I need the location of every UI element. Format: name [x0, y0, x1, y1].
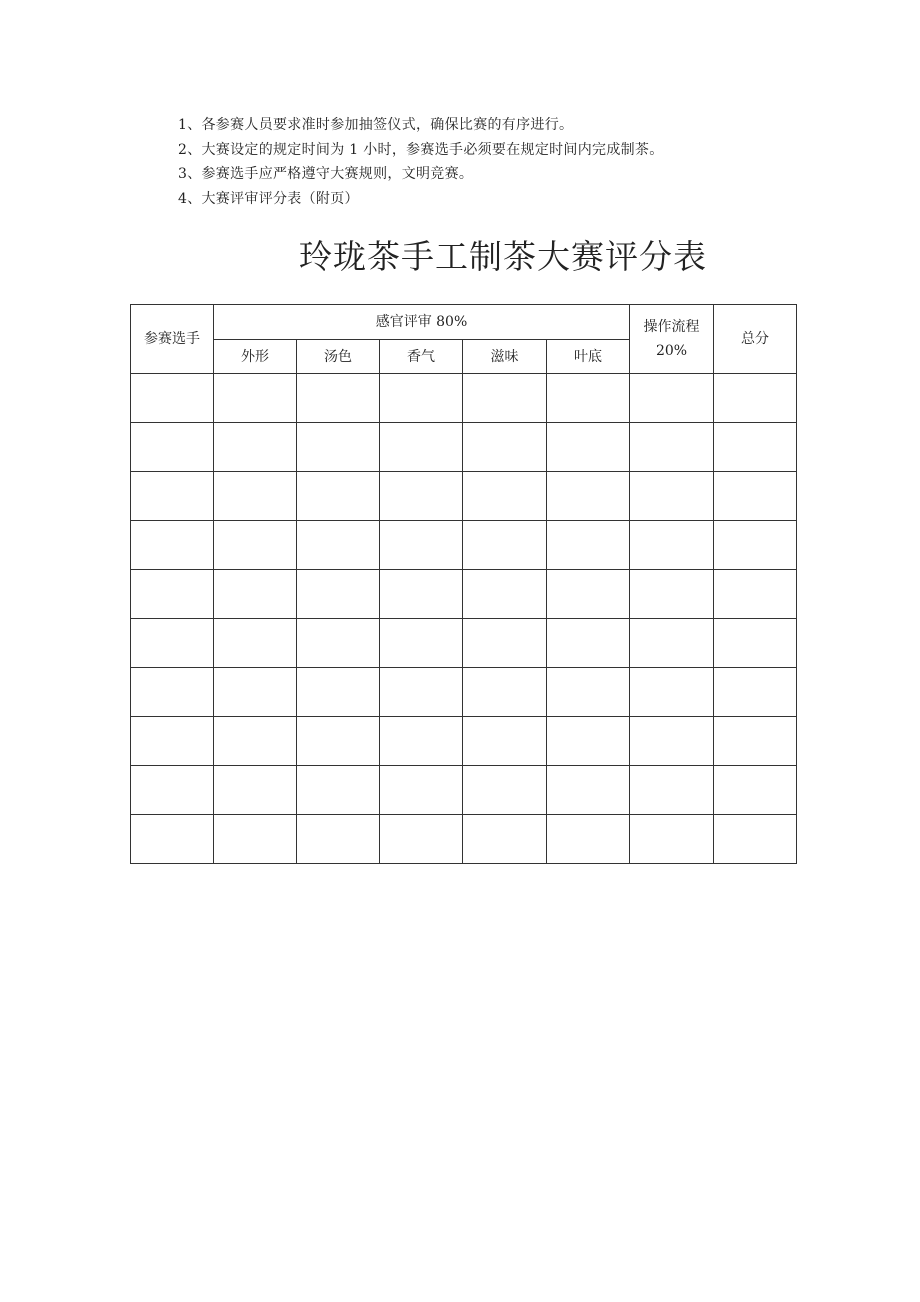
table-cell[interactable] — [214, 717, 297, 766]
table-cell[interactable] — [630, 521, 714, 570]
contestant-header: 参赛选手 — [131, 305, 214, 374]
table-cell[interactable] — [714, 570, 797, 619]
sensory-header: 感官评审 80% — [214, 305, 630, 340]
table-cell[interactable] — [214, 472, 297, 521]
table-cell[interactable] — [630, 619, 714, 668]
table-cell[interactable] — [131, 423, 214, 472]
table-cell[interactable] — [714, 717, 797, 766]
table-row — [131, 815, 797, 864]
table-cell[interactable] — [714, 423, 797, 472]
table-cell[interactable] — [131, 374, 214, 423]
rule-item: 3、参赛选手应严格遵守大赛规则，文明竞赛。 — [178, 166, 474, 182]
table-cell[interactable] — [297, 472, 380, 521]
table-cell[interactable] — [547, 717, 630, 766]
header-row-1 — [131, 305, 797, 340]
table-cell[interactable] — [380, 521, 463, 570]
page-title: 玲珑茶手工制茶大赛评分表 — [299, 237, 707, 276]
table-cell[interactable] — [547, 521, 630, 570]
table-cell[interactable] — [463, 815, 547, 864]
table-cell[interactable] — [380, 815, 463, 864]
table-cell[interactable] — [463, 374, 547, 423]
table-cell[interactable] — [714, 374, 797, 423]
table-cell[interactable] — [214, 815, 297, 864]
table-cell[interactable] — [131, 717, 214, 766]
process-header-percent: 20% — [655, 343, 688, 359]
table-cell[interactable] — [630, 815, 714, 864]
table-cell[interactable] — [463, 472, 547, 521]
table-cell[interactable] — [380, 766, 463, 815]
table-cell[interactable] — [547, 619, 630, 668]
score-table — [130, 304, 797, 864]
table-cell[interactable] — [630, 766, 714, 815]
score-table-body — [131, 374, 797, 864]
table-cell[interactable] — [380, 472, 463, 521]
process-header-label: 操作流程 — [643, 319, 700, 335]
sensory-item-appearance: 外形 — [214, 340, 297, 374]
table-cell[interactable] — [547, 570, 630, 619]
table-cell[interactable] — [131, 668, 214, 717]
table-row — [131, 472, 797, 521]
table-cell[interactable] — [214, 619, 297, 668]
table-row — [131, 570, 797, 619]
table-cell[interactable] — [297, 521, 380, 570]
table-cell[interactable] — [547, 815, 630, 864]
table-cell[interactable] — [714, 521, 797, 570]
table-cell[interactable] — [297, 815, 380, 864]
sensory-item-taste: 滋味 — [463, 340, 547, 374]
table-cell[interactable] — [714, 815, 797, 864]
table-cell[interactable] — [297, 668, 380, 717]
table-row — [131, 619, 797, 668]
table-cell[interactable] — [547, 374, 630, 423]
table-cell[interactable] — [547, 766, 630, 815]
table-cell[interactable] — [630, 472, 714, 521]
sensory-item-infused-leaf: 叶底 — [547, 340, 630, 374]
table-cell[interactable] — [630, 668, 714, 717]
table-cell[interactable] — [380, 570, 463, 619]
table-cell[interactable] — [131, 815, 214, 864]
table-cell[interactable] — [214, 521, 297, 570]
table-cell[interactable] — [214, 668, 297, 717]
table-cell[interactable] — [463, 668, 547, 717]
table-cell[interactable] — [214, 374, 297, 423]
table-cell[interactable] — [714, 472, 797, 521]
table-cell[interactable] — [214, 423, 297, 472]
process-header — [630, 305, 714, 374]
rule-item: 4、大赛评审评分表（附页） — [178, 190, 359, 207]
table-cell[interactable] — [714, 668, 797, 717]
table-cell[interactable] — [547, 423, 630, 472]
table-cell[interactable] — [380, 374, 463, 423]
table-row — [131, 766, 797, 815]
table-cell[interactable] — [297, 423, 380, 472]
table-cell[interactable] — [297, 619, 380, 668]
table-cell[interactable] — [131, 521, 214, 570]
table-cell[interactable] — [380, 668, 463, 717]
table-cell[interactable] — [380, 619, 463, 668]
table-cell[interactable] — [297, 717, 380, 766]
table-cell[interactable] — [547, 472, 630, 521]
table-cell[interactable] — [547, 668, 630, 717]
sensory-item-aroma: 香气 — [380, 340, 463, 374]
table-cell[interactable] — [297, 570, 380, 619]
table-cell[interactable] — [463, 766, 547, 815]
table-cell[interactable] — [131, 766, 214, 815]
table-cell[interactable] — [630, 374, 714, 423]
table-cell[interactable] — [630, 570, 714, 619]
table-cell[interactable] — [463, 570, 547, 619]
table-row — [131, 521, 797, 570]
table-cell[interactable] — [131, 619, 214, 668]
table-cell[interactable] — [131, 472, 214, 521]
table-cell[interactable] — [463, 717, 547, 766]
table-cell[interactable] — [380, 423, 463, 472]
table-cell[interactable] — [463, 521, 547, 570]
table-cell[interactable] — [297, 374, 380, 423]
table-cell[interactable] — [630, 423, 714, 472]
total-header: 总分 — [714, 305, 797, 374]
table-cell[interactable] — [297, 766, 380, 815]
table-cell[interactable] — [380, 717, 463, 766]
table-row — [131, 717, 797, 766]
table-cell[interactable] — [214, 766, 297, 815]
table-row — [131, 668, 797, 717]
table-cell[interactable] — [463, 423, 547, 472]
table-cell[interactable] — [463, 619, 547, 668]
table-row — [131, 374, 797, 423]
table-row — [131, 423, 797, 472]
table-cell[interactable] — [714, 766, 797, 815]
table-cell[interactable] — [214, 570, 297, 619]
sensory-item-liquor-color: 汤色 — [297, 340, 380, 374]
rule-item: 2、大赛设定的规定时间为 1 小时，参赛选手必须要在规定时间内完成制茶。 — [178, 141, 664, 158]
table-cell[interactable] — [131, 570, 214, 619]
rule-item: 1、各参赛人员要求准时参加抽签仪式，确保比赛的有序进行。 — [178, 117, 574, 133]
table-cell[interactable] — [630, 717, 714, 766]
rules-list — [178, 113, 664, 211]
table-cell[interactable] — [714, 619, 797, 668]
